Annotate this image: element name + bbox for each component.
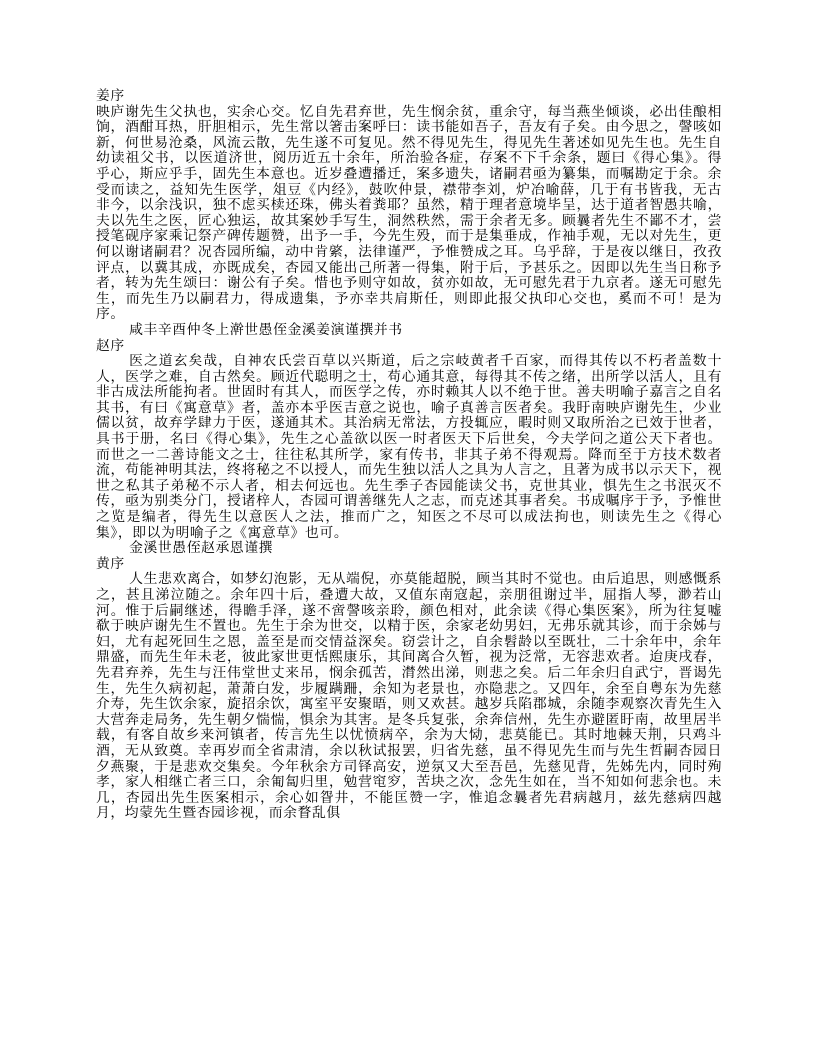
preface-section-黄序 (96, 556, 722, 821)
section-signature: 金溪世愚侄赵承恩谨撰 (129, 540, 274, 556)
preface-section-赵序 (96, 338, 722, 556)
section-signature: 咸丰辛酉仲冬上澣世愚侄金溪姜演谨撰并书 (129, 321, 403, 337)
section-heading: 姜序 (96, 88, 125, 103)
section-paragraph: 医之道玄矣哉，自神农氏尝百草以兴斯道，后之宗岐黄者千百家，而得其传以不朽者盖数十人，医学之难，自古然矣。顾近代聪明之士，苟心通其意，每得其不传之绪，出所学以活人，且有非古成法所能拘者。世固时有其人，而医学之传，亦时赖其人以不绝于世。善夫明喻子嘉言之自名其书，有曰《寓意草》者，盖亦本乎医吉意之说也，喻子真善言医者矣。我盱南映庐谢先生，少业儒以贫，故弃学肆力于医，遂通其术。其治病无常法，方投辄应，暇时则又取所治之已效于世者，具书于册，名曰《得心集》，先生之心盖欲以医一时者医天下后世矣，今夫学问之道公天下者也。而世之一二善诗能文之士，往往私其所学，家有传书，非其子弟不得观焉。降而至于方技术数者流，苟能神明其法，终将秘之不以授人，而先生独以活人之具为人言之，且著为成书以示天下，视世之私其子弟秘不示人者，相去何远也。先生季子杏园能读父书，克世其业，惧先生之书泯灭不传，亟为别类分门，授诸梓人，杏园可谓善继先人之志，而克述其事者矣。书成嘱序于予，予惟世之览是编者，得先生以意医人之法，推而广之，知医之不尽可以成法拘也，则读先生之《得心集》，即以为明喻子之《寓意草》也可。 (96, 353, 722, 540)
section-paragraph: 映庐谢先生父执也，实余心交。忆自先君弃世，先生悯余贫，重余守，每当燕坐倾谈，必出佳酿相饷，酒酣耳热，肝胆相示，先生常以箸击案呼曰：读书能如吾子，吾友有子矣。由今思之，謦咳如新，何世易沧桑，风流云散，先生遂不可复见。然不得见先生，得见先生著述如见先生也。先生自幼读祖父书，以医道济世，阅历近五十余年，所治验各症，存案不下千余条，题曰《得心集》。得乎心，斯应乎手，固先生本意也。近岁叠遭播迁，案多遗失，诸嗣君亟为纂集，而嘱勘定于余。余受而读之，益知先生医学，俎豆《内经》，鼓吹仲景，襟带李刘，炉冶喻薛，几于有书皆我，无古非今，以余浅识，独不虑买椟还珠，佛头着粪耶？虽然，精于理者意境毕呈，达于道者智愚共喻，夫以先生之医，匠心独运，故其案妙手写生，洞然秩然，需于余者无多。顾曩者先生不鄙不才，尝授笔砚序家乘记祭产碑传题赞，出予一手，今先生殁，而于是集垂成，作袖手观，无以对先生，更何以谢诸嗣君？况杏园所编，动中肯綮，法律谨严，予惟赞成之耳。乌乎辞，于是夜以继日，孜孜评点，以冀其成，亦既成矣，杏园又能出己所著一得集，附于后，予甚乐之。因即以先生当日称予者，转为先生颂曰：谢公有子矣。惜也予则守如故，贫亦如故，无可慰先君于九京者。遂无可慰先生，而先生乃以嗣君力，得成遗集，予亦幸共肩斯任，则即此报父执印心交也，奚而不可！是为序。 (96, 103, 722, 322)
document-body (96, 88, 722, 821)
section-heading: 赵序 (96, 337, 125, 353)
section-heading: 黄序 (96, 555, 125, 571)
section-paragraph: 人生悲欢离合，如梦幻泡影，无从端倪，亦莫能超脱，顾当其时不觉也。由后追思，则感慨系之，甚且涕泣随之。余年四十后，叠遭大故，又值东南寇起，亲朋徂谢过半，屈指人琴，渺若山河。惟于后嗣继述，得瞻手泽，遂不啻謦咳亲聆，颜色相对，此余读《得心集医案》，所为往复嘘欷于映庐谢先生不置也。先生于余为世交，以精于医，余家老幼男妇，无弗乐就其诊，而于余姊与妇，尤有起死回生之恩，盖至是而交情益深矣。窃尝计之，自余髫龄以至既壮，二十余年中，余年鼎盛，而先生年未老，彼此家世更恬熙康乐，其间离合久暂，视为泛常，无容悲欢者。迨庚戌春，先君弃养，先生与汪伟堂世丈来吊，悯余孤苦，潸然出涕，则悲之矣。后二年余归自武宁，晋谒先生，先生久病初起，萧萧白发，步履蹒跚，余知为老景也，亦隐悲之。又四年，余至自粤东为先慈介寿，先生饮余家，旋招余饮，寓室平安聚晤，则又欢甚。越岁兵陷郡城，余随李观察次青先生入大营奔走局务，先生朝夕惴惴，惧余为其害。是冬兵复张，余奔信州，先生亦避匿盱南，故里居半载，有客自故乡来河镇者，传言先生以忧愤病卒，余为大恸，悲莫能已。其时地棘天荆，只鸡斗酒，无从致奠。幸再岁而全省肃清，余以秋试报罢，归省先慈，虽不得见先生而与先生哲嗣杏园日夕燕聚，于是悲欢交集矣。今年秋余方司铎高安，逆氛又大至吾邑，先慈见背，先姊先内，同时殉孝，家人相继亡者三口，余匍匐归里，勉营窀穸，苦块之次，念先生如在，当不知如何悲余也。未几，杏园出先生医案相示，余心如眢井，不能匡赞一字，惟追念曩者先君病越月，兹先慈病四越月，均蒙先生暨杏园诊视，而余瞀乱俱 (96, 571, 722, 821)
preface-section-姜序 (96, 88, 722, 338)
